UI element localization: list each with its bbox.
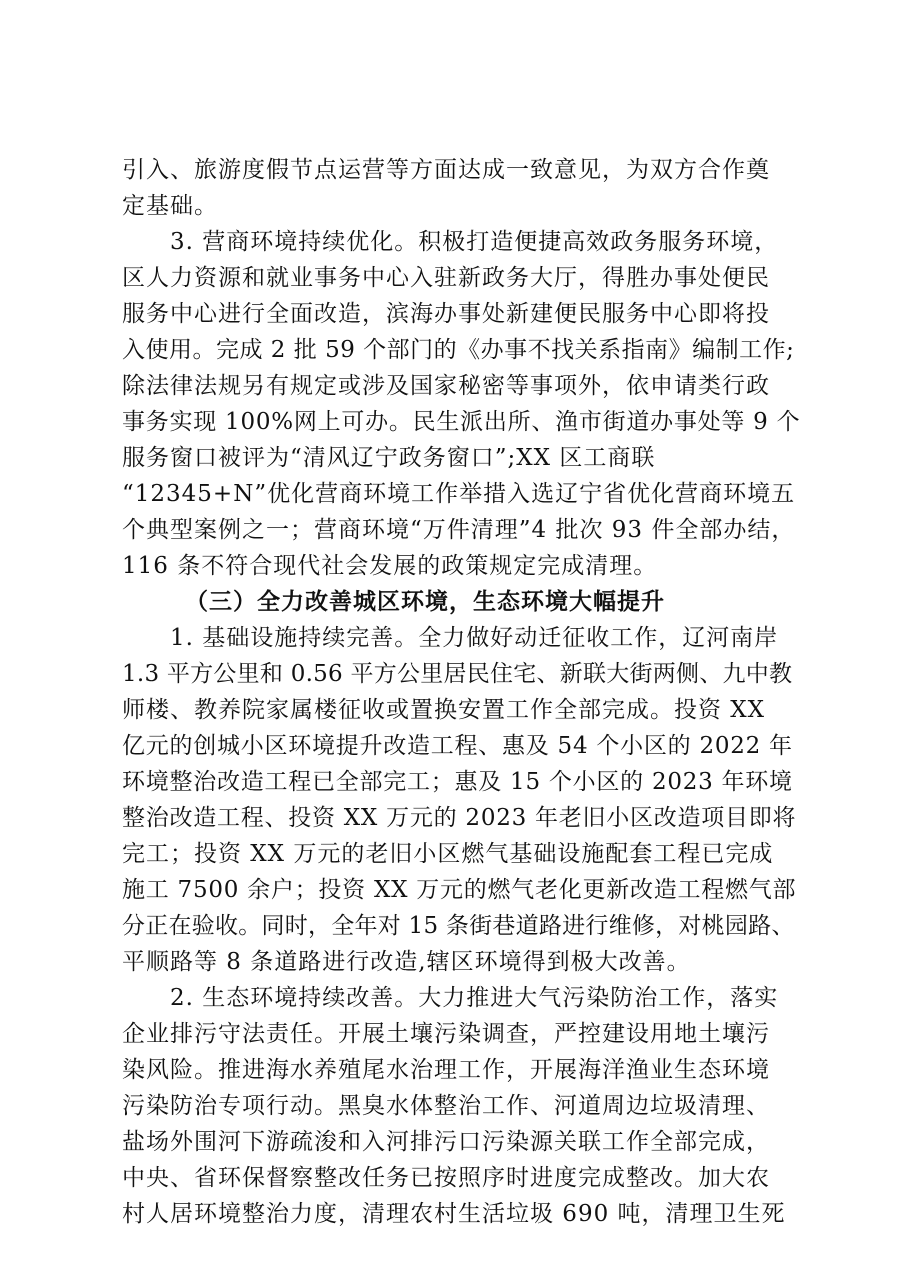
text-line: 定基础。 (122, 193, 218, 219)
text-line: 服务中心进行全面改造，滨海办事处新建便民服务中心即将投 (122, 301, 770, 327)
text-line: 除法律法规另有规定或涉及国家秘密等事项外，依申请类行政 (122, 373, 770, 399)
text-line: 企业排污守法责任。开展土壤污染调查，严控建设用地土壤污 (122, 1021, 770, 1047)
text-line: 中央、省环保督察整改任务已按照序时进度完成整改。加大农 (122, 1165, 770, 1191)
text-line: 施工 7500 余户；投资 XX 万元的燃气老化更新改造工程燃气部 (122, 877, 797, 903)
text-line: 116 条不符合现代社会发展的政策规定完成清理。 (122, 553, 658, 579)
section-heading: （三）全力改善城区环境，生态环境大幅提升 (185, 588, 665, 615)
text-line: 师楼、教养院家属楼征收或置换安置工作全部完成。投资 XX (122, 697, 766, 723)
text-line: 事务实现 100%网上可办。民生派出所、渔市街道办事处等 9 个 (122, 409, 801, 435)
text-line: 染风险。推进海水养殖尾水治理工作，开展海洋渔业生态环境 (122, 1057, 770, 1083)
text-line: 服务窗口被评为“清风辽宁政务窗口”;XX 区工商联 (122, 445, 656, 471)
text-line: “12345+N”优化营商环境工作举措入选辽宁省优化营商环境五 (122, 481, 796, 507)
text-line: 亿元的创城小区环境提升改造工程、惠及 54 个小区的 2022 年 (122, 733, 793, 759)
text-line: 入使用。完成 2 批 59 个部门的《办事不找关系指南》编制工作; (122, 337, 795, 363)
text-line: 完工；投资 XX 万元的老旧小区燃气基础设施配套工程已完成 (122, 841, 774, 867)
text-line: 平顺路等 8 条道路进行改造,辖区环境得到极大改善。 (122, 949, 691, 975)
text-line: 环境整治改造工程已全部完工；惠及 15 个小区的 2023 年环境 (122, 769, 793, 795)
text-line: 盐场外围河下游疏浚和入河排污口污染源关联工作全部完成， (122, 1129, 770, 1155)
paragraph-start: 3. 营商环境持续优化。积极打造便捷高效政务服务环境， (170, 229, 779, 255)
text-line: 1.3 平方公里和 0.56 平方公里居民住宅、新联大街两侧、九中教 (122, 661, 793, 687)
text-line: 分正在验收。同时，全年对 15 条街巷道路进行维修，对桃园路、 (122, 913, 795, 939)
text-line: 个典型案例之一；营商环境“万件清理”4 批次 93 件全部办结， (122, 517, 796, 543)
paragraph-start: 1. 基础设施持续完善。全力做好动迁征收工作，辽河南岸 (170, 625, 779, 651)
text-line: 污染防治专项行动。黑臭水体整治工作、河道周边垃圾清理、 (122, 1093, 770, 1119)
text-line: 村人居环境整治力度，清理农村生活垃圾 690 吨，清理卫生死 (122, 1201, 786, 1227)
text-line: 区人力资源和就业事务中心入驻新政务大厅，得胜办事处便民 (122, 265, 770, 291)
text-line: 引入、旅游度假节点运营等方面达成一致意见，为双方合作奠 (122, 157, 770, 183)
text-line: 整治改造工程、投资 XX 万元的 2023 年老旧小区改造项目即将 (122, 805, 797, 831)
paragraph-start: 2. 生态环境持续改善。大力推进大气污染防治工作，落实 (170, 985, 779, 1011)
